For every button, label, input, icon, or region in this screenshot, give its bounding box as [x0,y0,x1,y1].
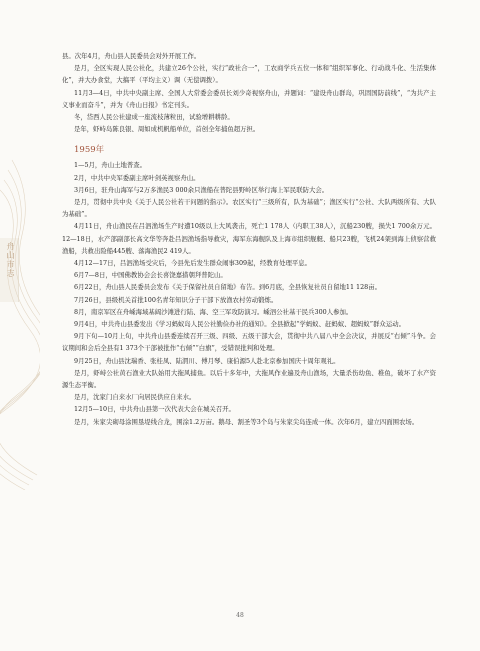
paragraph: 6月7—8日，中国佛教协会会长喜饶嘉措朝拜普陀山。 [74,271,227,280]
year-heading: 1959年 [74,145,105,156]
section-1958-continued [62,50,436,135]
paragraph: 6月22日，舟山县人民委员会发布《关于保留社员自留地》布告。到6月底，全县恢复社员自留地11 128亩。 [74,283,382,292]
paragraph: 9月4日，中共舟山县委发出《学习蚂蚁岛人民公社勤俭办社的通知》。全县掀起“学蚂蚁、赶蚂蚁、超蚂蚁”群众运动。 [74,320,405,329]
paragraph: 3月6日，驻舟山海军与2万多渔民3 000余只渔船在普陀县野岭区举行海上军民联防大会。 [74,185,329,194]
paragraph: 11月3—4日，中共中央副主席、全国人大常委会委员长刘少奇视察舟山，并题词：“建设舟山群岛，巩固国防前线”，“为共产主义事业而奋斗”，并为《舟山日报》书定刊头。 [62,88,436,109]
paragraph: 冬，岱西人民公社建成一座流枝薄粒田，试验增耕耕龄。 [74,113,234,122]
paragraph: 9月下旬—10月上旬，中共舟山县委连续召开三级、四级、五级干部大会，贯彻中共八届八中全会决议，并展反“右倾”斗争。会议期间和会后全县有1 373个干部被批作“右倾”“白旗”，受错误批判和处理。 [62,332,436,353]
paragraph: 县。次年4月，舟山县人民委员会对外开展工作。 [62,52,201,60]
sidebar-label: 舟山市志 [6,242,15,278]
paragraph: 2月，中共中央军委副主席叶剑英视察舟山。 [74,173,200,182]
page-number: 48 [236,612,244,619]
paragraph: 12月5—10日，中共舟山县第一次代表大会在城关召开。 [74,405,235,414]
paragraph: 4月12—17日，吕泗渔场受灾后，今县先后发生群众闹事309起，经教育处理平息。 [74,259,312,268]
paragraph: 7月26日，县级机关首批100名青年知识分子干部下放渔农村劳动锻炼。 [74,295,278,304]
paragraph: 是月，沈家门自来水厂向居民供应自来水。 [74,393,196,402]
document-body [62,50,436,428]
paragraph: 是年，虾峙岛陈良银、周如成机帆船单位，首创全年捕鱼超万担。 [74,125,260,134]
paragraph: 是月，全区实现人民公社化，共建立26个公社，实行“政社合一”，工农商学兵五位一体和“组织军事化、行动战斗化、生活集体化”，并大办食堂，大搞平（平均主义）调（无偿调拨）。 [62,64,436,85]
decorative-wave-lines [0,150,40,490]
section-1959 [62,159,436,427]
paragraph: 1—5月，舟山土地普查。 [74,161,147,170]
paragraph: 9月25日，舟山县沈瑞香、张桂凤、陆渭川、傅月琴、康伯源5人赴北京参加国庆十周年观礼。 [74,356,340,365]
paragraph: 是月，虾峙公社黄石渔业大队始用大拖风捕鱼。以后十多年中，大拖风作业遍及舟山渔场，大量杀伤幼鱼、稚鱼，破坏了水产资源生态平衡。 [62,368,436,390]
paragraph: 是月，朱家尖砌母涂围垦堤线合龙，围涂1.2万亩。鹅母、割圣等3个岛与朱家尖岛连成一体。次年6月，建立四面围农场。 [74,417,419,426]
paragraph: 是月，贯彻中共中央《关于人民公社若干问题的指示》。农区实行“三级所有，队为基础”；渔区实行“公社、大队两级所有、大队为基础”。 [62,198,436,219]
paragraph: 4月11日，舟山渔民在吕泗渔场生产时遭10级以上大风袭击，死亡1 178人（内职工38人），沉船230艘，损失1 700余万元。12—18日，水产部副部长高文华等奔赴吕泗渔场指导救灾，海军东海舰队及上海市组织舰艇、船只23艘，飞机24架到海上侦察营救渔船，共救出险船445艘、落海渔民2 419人。 [62,222,436,255]
paragraph: 8月，南京军区在舟嵊海域基阔沙滩进行陆、海、空三军攻防演习。嵊泗公社基干民兵300人参加。 [74,307,353,316]
